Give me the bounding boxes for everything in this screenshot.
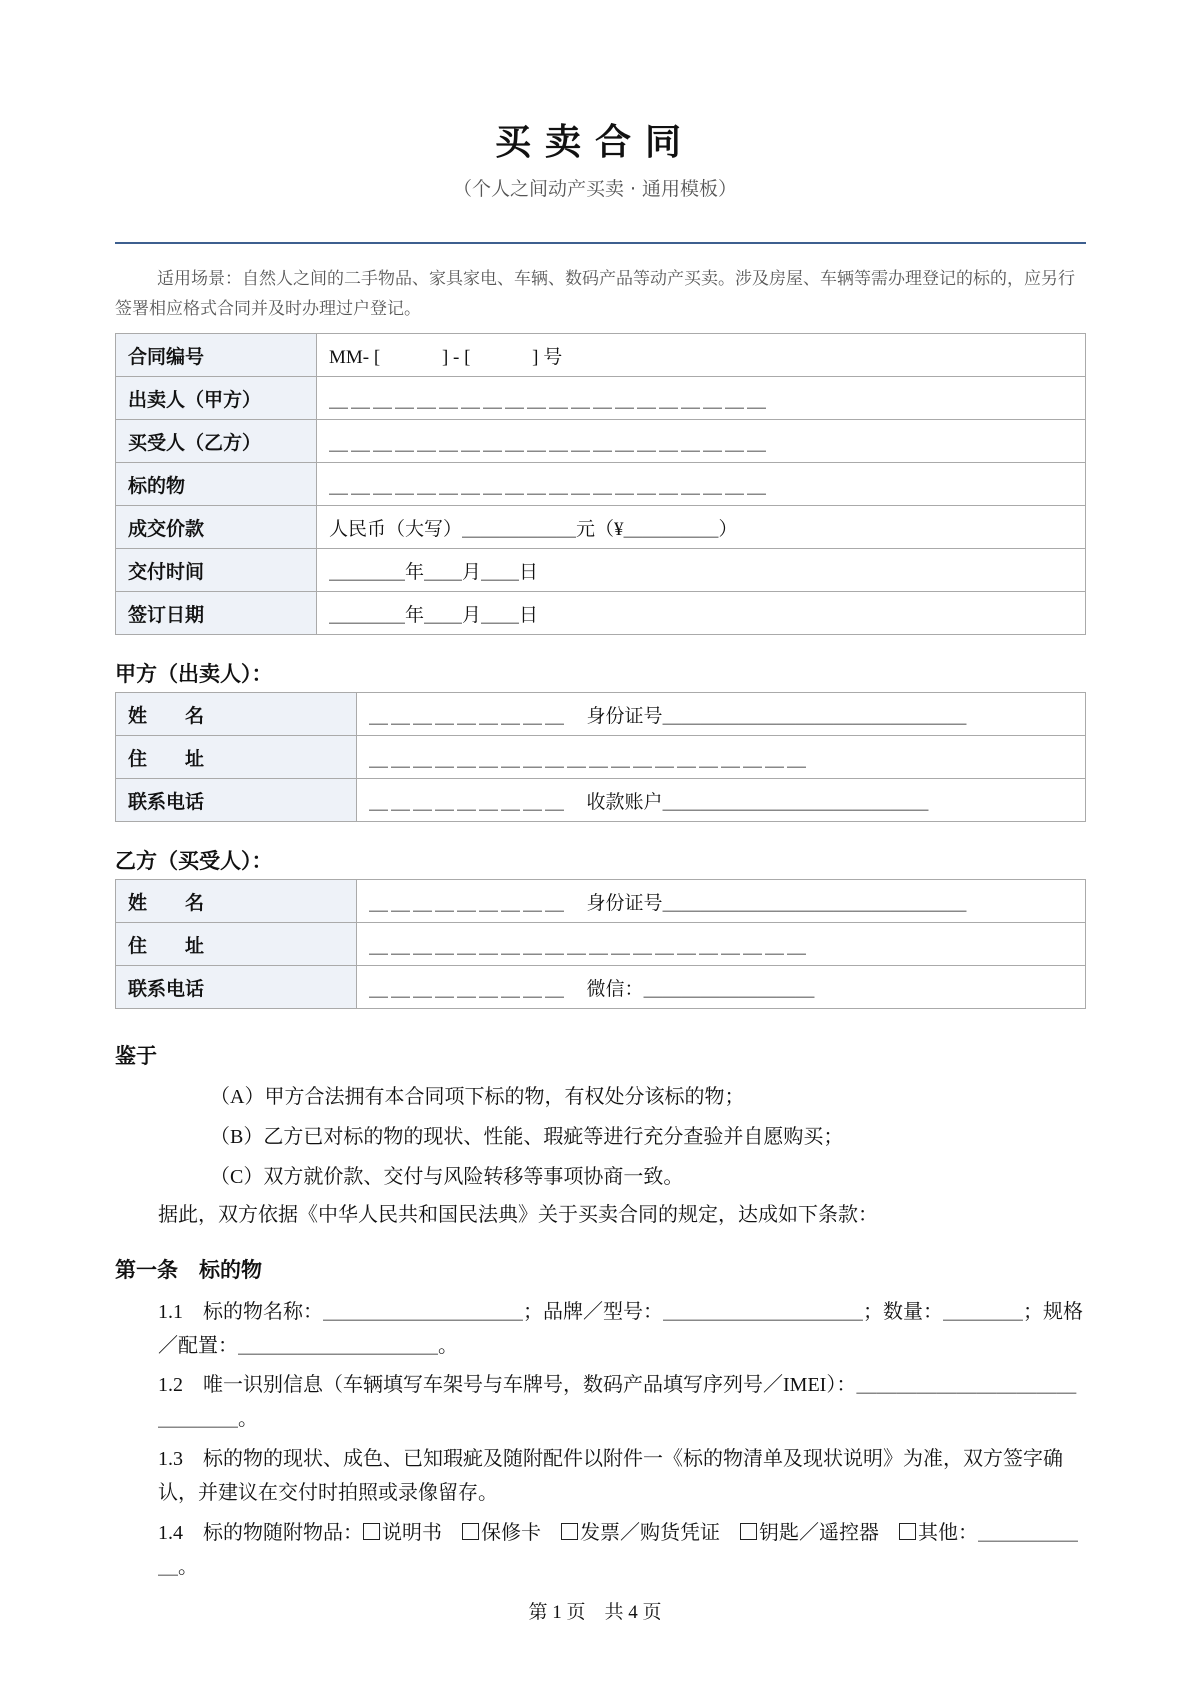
party-b-wechat-field[interactable]: 微信：＿＿＿＿＿＿＿＿＿ — [575, 966, 1086, 1009]
table-row — [116, 549, 1086, 592]
intro-note: 适用场景：自然人之间的二手物品、家具家电、车辆、数码产品等动产买卖。涉及房屋、车辆等需办理登记的标的，应另行签署相应格式合同并及时办理过户登记。 — [115, 269, 1075, 319]
option-label: 钥匙／遥控器 — [759, 1522, 879, 1544]
party-a-address-field[interactable]: ＿＿＿＿＿＿＿＿＿＿＿＿＿＿＿＿＿＿＿＿ — [357, 736, 1086, 779]
table-row — [116, 592, 1086, 635]
clause-1-3: 1.3 标的物的现状、成色、已知瑕疵及随附配件以附件一《标的物清单及现状说明》为准，双方签字确认，并建议在交付时拍照或录像留存。 — [158, 1448, 1063, 1504]
party-a-heading: 甲方（出卖人）： — [115, 662, 273, 686]
recital-item-a: （A）甲方合法拥有本合同项下标的物，有权处分该标的物； — [210, 1086, 745, 1108]
table-row — [116, 463, 1086, 506]
table-row — [116, 966, 1086, 1009]
price-field[interactable]: 人民币（大写）＿＿＿＿＿＿元（¥＿＿＿＿＿） — [317, 506, 1086, 549]
clause-1-4 — [115, 1516, 1086, 1584]
page-footer: 第 1 页 共 4 页 — [528, 1602, 662, 1623]
checkbox-icon — [740, 1523, 757, 1540]
address-label: 住 址 — [116, 923, 357, 966]
party-a-phone-field[interactable]: ＿＿＿＿＿＿＿＿＿ — [357, 779, 575, 822]
party-b-phone-field[interactable]: ＿＿＿＿＿＿＿＿＿ — [357, 966, 575, 1009]
recital-item-b: （B）乙方已对标的物的现状、性能、瑕疵等进行充分查验并自愿购买； — [210, 1126, 844, 1148]
checkbox-invoice[interactable] — [561, 1522, 720, 1544]
delivery-date-field[interactable]: ＿＿＿＿年＿＿月＿＿日 — [317, 549, 1086, 592]
party-b-id-field[interactable]: 身份证号＿＿＿＿＿＿＿＿＿＿＿＿＿＿＿＿ — [575, 880, 1086, 923]
row-label: 合同编号 — [116, 334, 317, 377]
clause-1-4-prefix: 1.4 标的物随附物品： — [158, 1522, 363, 1544]
phone-label: 联系电话 — [116, 966, 357, 1009]
summary-table — [115, 333, 1086, 635]
checkbox-icon — [462, 1523, 479, 1540]
signing-date-field[interactable]: ＿＿＿＿年＿＿月＿＿日 — [317, 592, 1086, 635]
contract-number-field[interactable]: MM- [ ] - [ ] 号 — [317, 334, 1086, 377]
table-row — [116, 880, 1086, 923]
option-label: 说明书 — [382, 1522, 442, 1544]
address-label: 住 址 — [116, 736, 357, 779]
table-row — [116, 736, 1086, 779]
header-divider — [115, 242, 1086, 244]
row-label: 成交价款 — [116, 506, 317, 549]
option-label: 发票／购货凭证 — [580, 1522, 720, 1544]
party-a-name-field[interactable]: ＿＿＿＿＿＿＿＿＿ — [357, 693, 575, 736]
party-b-heading: 乙方（买受人）： — [115, 849, 273, 873]
checkbox-icon — [363, 1523, 380, 1540]
row-label: 签订日期 — [116, 592, 317, 635]
row-label: 交付时间 — [116, 549, 317, 592]
table-row — [116, 693, 1086, 736]
party-a-account-field[interactable]: 收款账户＿＿＿＿＿＿＿＿＿＿＿＿＿＿ — [575, 779, 1086, 822]
table-row — [116, 334, 1086, 377]
option-label: 其他：＿＿＿＿＿＿。 — [158, 1522, 1078, 1578]
table-row — [116, 923, 1086, 966]
phone-label: 联系电话 — [116, 779, 357, 822]
clause-1-2: 1.2 唯一识别信息（车辆填写车架号与车牌号，数码产品填写序列号／IMEI）：＿＿＿＿＿＿＿＿＿＿＿＿＿＿＿。 — [158, 1374, 1077, 1430]
checkbox-icon — [899, 1523, 916, 1540]
row-label: 标的物 — [116, 463, 317, 506]
party-b-address-field[interactable]: ＿＿＿＿＿＿＿＿＿＿＿＿＿＿＿＿＿＿＿＿ — [357, 923, 1086, 966]
row-label: 买受人（乙方） — [116, 420, 317, 463]
table-row — [116, 377, 1086, 420]
party-b-table — [115, 879, 1086, 1009]
seller-field[interactable]: ＿＿＿＿＿＿＿＿＿＿＿＿＿＿＿＿＿＿＿＿ — [317, 377, 1086, 420]
party-a-table — [115, 692, 1086, 822]
name-label: 姓 名 — [116, 880, 357, 923]
clause-1-1: 1.1 标的物名称：＿＿＿＿＿＿＿＿＿＿；品牌／型号：＿＿＿＿＿＿＿＿＿＿；数量：＿＿＿＿；规格／配置：＿＿＿＿＿＿＿＿＿＿。 — [158, 1301, 1083, 1357]
buyer-field[interactable]: ＿＿＿＿＿＿＿＿＿＿＿＿＿＿＿＿＿＿＿＿ — [317, 420, 1086, 463]
table-row — [116, 506, 1086, 549]
checkbox-keys[interactable] — [740, 1522, 879, 1544]
party-a-id-field[interactable]: 身份证号＿＿＿＿＿＿＿＿＿＿＿＿＿＿＿＿ — [575, 693, 1086, 736]
table-row — [116, 420, 1086, 463]
recital-item-c: （C）双方就价款、交付与风险转移等事项协商一致。 — [210, 1166, 684, 1188]
checkbox-manual[interactable] — [363, 1522, 442, 1544]
checkbox-icon — [561, 1523, 578, 1540]
recitals-heading: 鉴于 — [115, 1044, 157, 1068]
recitals-conclusion: 据此，双方依据《中华人民共和国民法典》关于买卖合同的规定，达成如下条款： — [158, 1204, 878, 1226]
page-title: 买卖合同 — [494, 122, 695, 163]
subject-field[interactable]: ＿＿＿＿＿＿＿＿＿＿＿＿＿＿＿＿＿＿＿＿ — [317, 463, 1086, 506]
party-b-name-field[interactable]: ＿＿＿＿＿＿＿＿＿ — [357, 880, 575, 923]
checkbox-warranty[interactable] — [462, 1522, 541, 1544]
name-label: 姓 名 — [116, 693, 357, 736]
table-row — [116, 779, 1086, 822]
row-label: 出卖人（甲方） — [116, 377, 317, 420]
option-label: 保修卡 — [481, 1522, 541, 1544]
page-subtitle: （个人之间动产买卖 · 通用模板） — [452, 178, 738, 200]
article-1-heading: 第一条 标的物 — [115, 1258, 262, 1282]
